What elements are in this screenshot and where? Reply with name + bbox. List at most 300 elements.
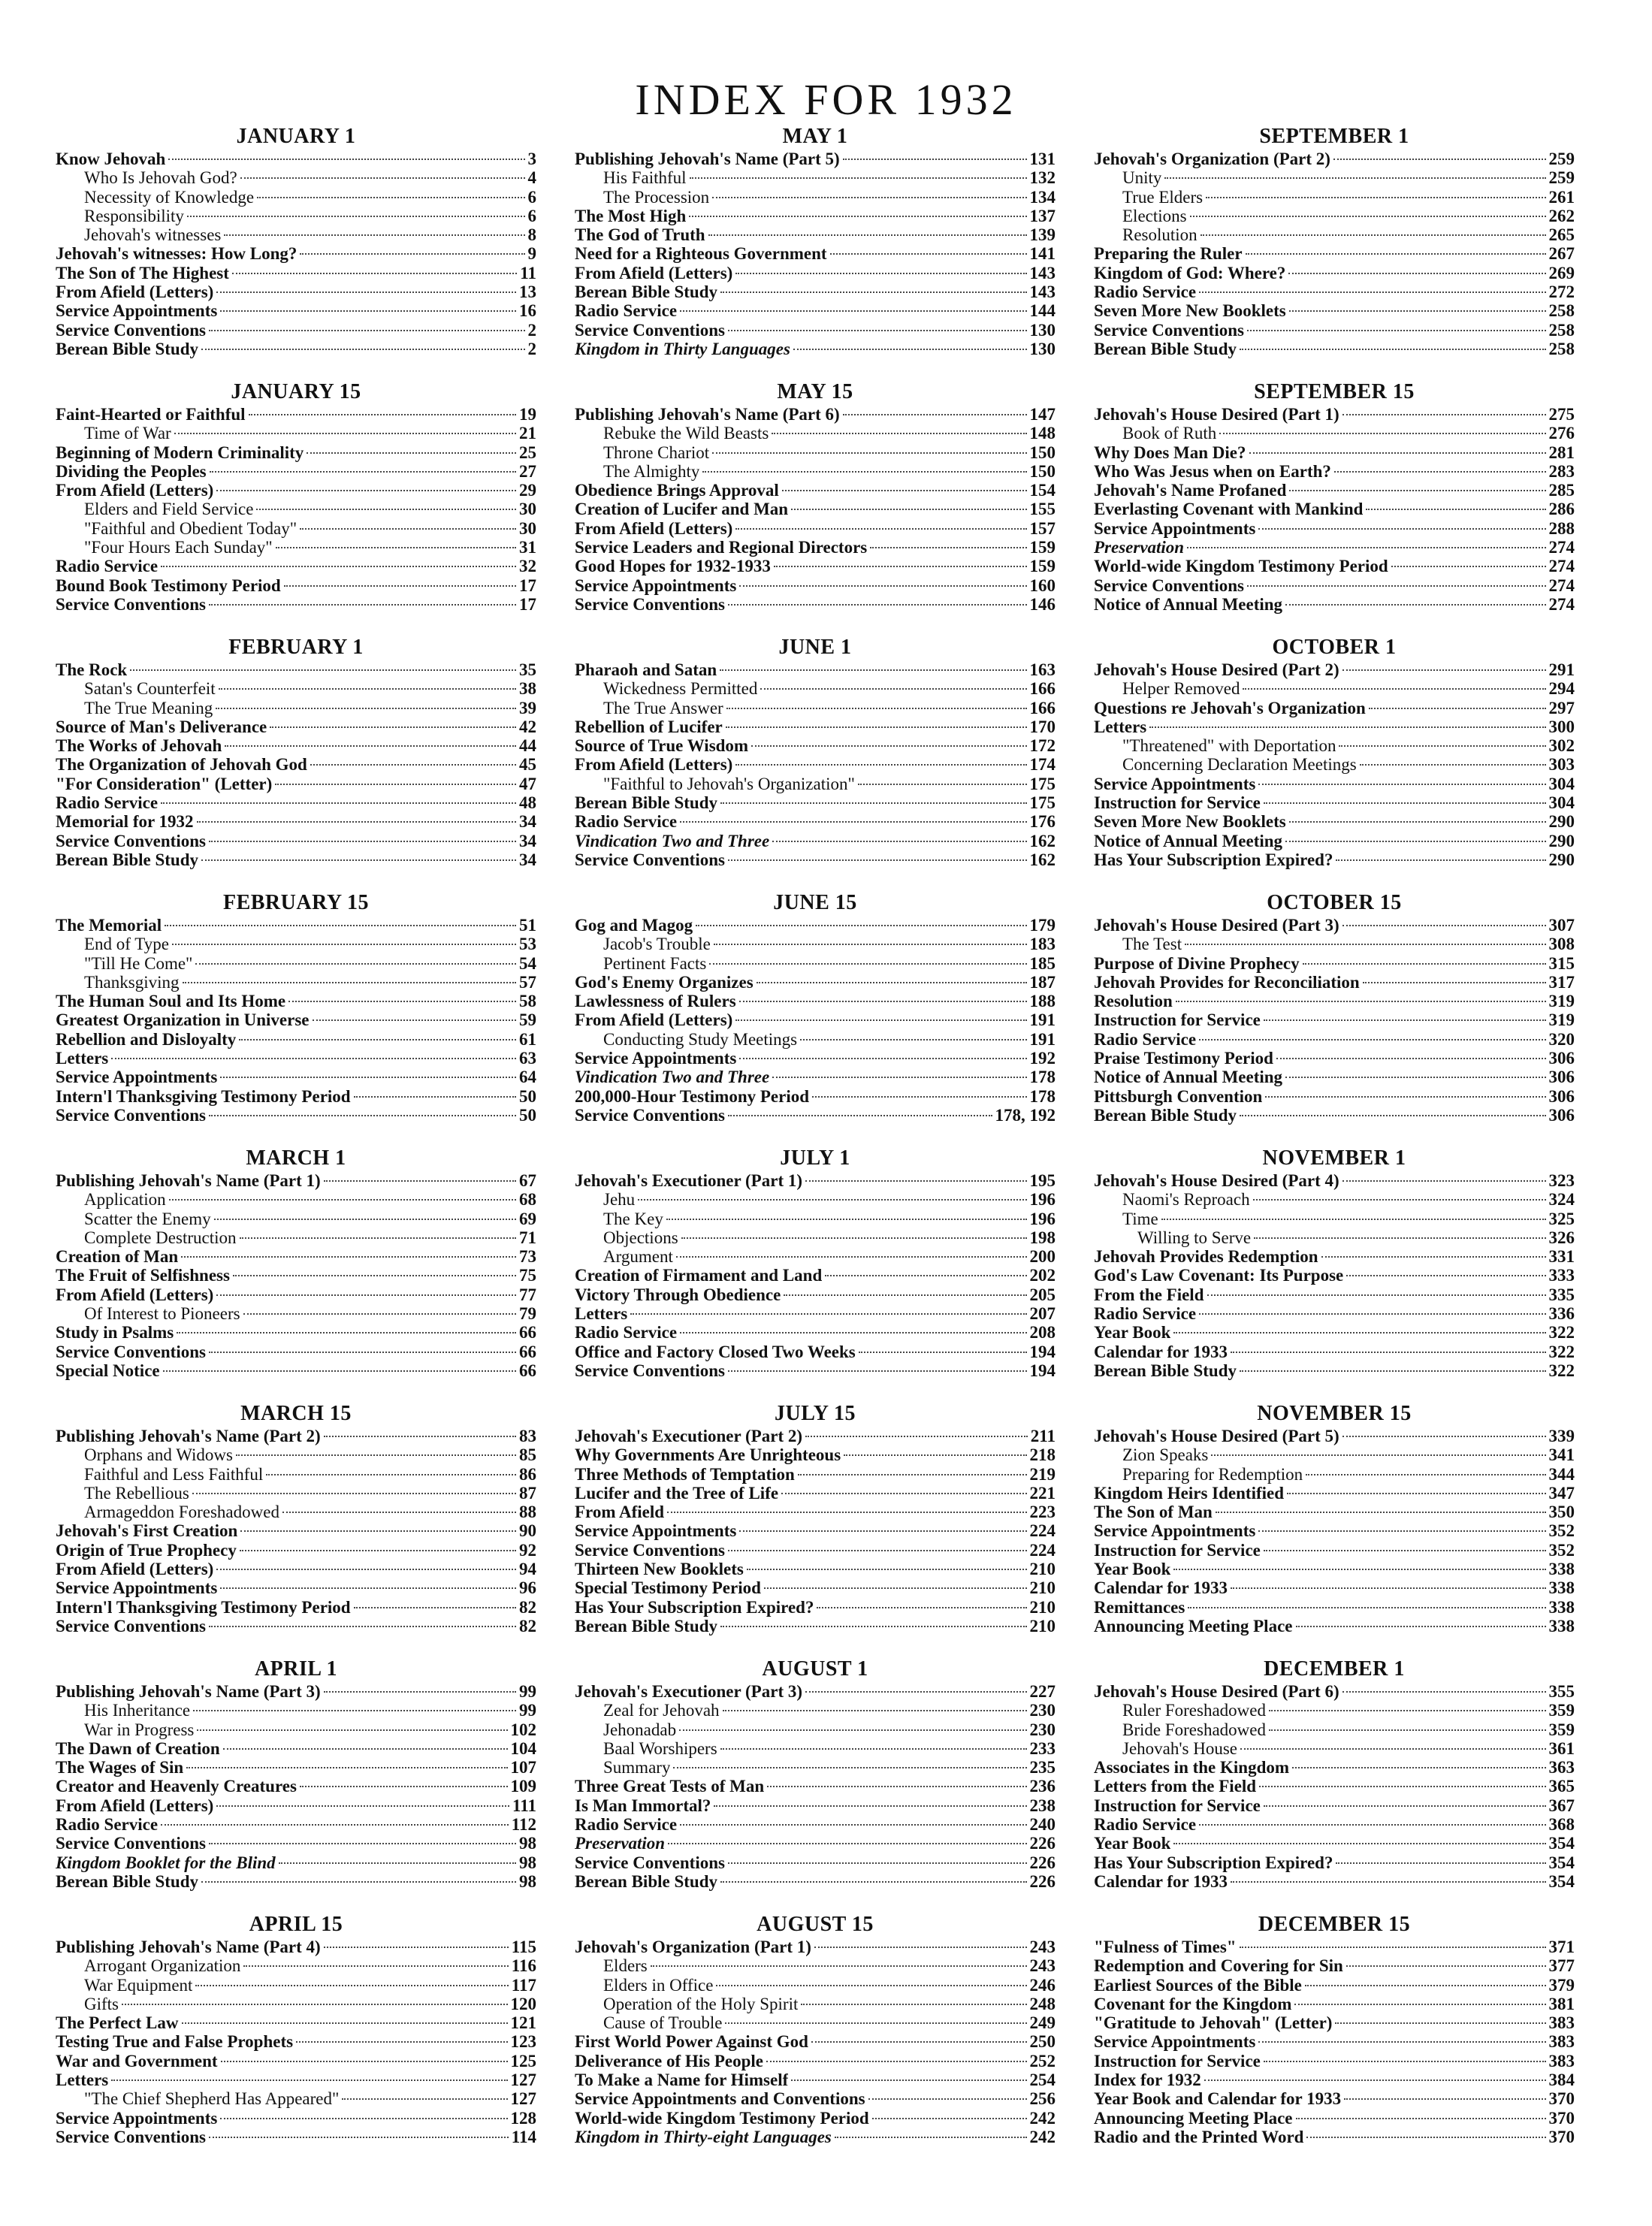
entry-title: The Almighty: [603, 461, 700, 481]
entry-title: Three Great Tests of Man: [575, 1777, 765, 1796]
index-entry: [575, 1427, 1056, 1445]
dot-leader: [163, 1370, 516, 1372]
dot-leader: [676, 1256, 1027, 1258]
entry-title: Year Book: [1094, 1560, 1171, 1579]
index-entry: [575, 340, 1056, 358]
page-number: 265: [1548, 225, 1575, 245]
index-entry: [575, 519, 1056, 538]
page-number: 183: [1029, 935, 1056, 954]
index-entry: [1094, 1465, 1575, 1484]
index-entry: [575, 576, 1056, 595]
dot-leader: [1346, 1275, 1545, 1276]
dot-leader: [1294, 2004, 1545, 2005]
dot-leader: [209, 330, 525, 331]
index-entry: [1094, 1323, 1575, 1342]
index-entry: [1094, 717, 1575, 736]
dot-leader: [1335, 2022, 1545, 2024]
entry-title: 200,000-Hour Testimony Period: [575, 1086, 810, 1106]
index-entry: [1094, 1682, 1575, 1701]
page-number: 300: [1548, 717, 1575, 736]
entry-title: Elders and Field Service: [84, 500, 254, 519]
index-entry: [575, 2052, 1056, 2070]
section-heading: OCTOBER 15: [1267, 891, 1402, 914]
page-number: 221: [1029, 1483, 1056, 1503]
page-number: 141: [1029, 244, 1056, 264]
index-entry: [56, 1087, 536, 1106]
page-number: 371: [1548, 1938, 1575, 1956]
entry-title: The Dawn of Creation: [56, 1738, 220, 1758]
section-heading: SEPTEMBER 1: [1259, 125, 1409, 148]
dot-leader: [680, 310, 1026, 312]
dot-leader: [844, 1454, 1026, 1456]
dot-leader: [739, 585, 1026, 587]
page-number: 25: [519, 442, 536, 462]
entry-title: "Faithful and Obedient Today": [84, 518, 297, 538]
dot-leader: [270, 726, 516, 728]
page-number: 370: [1548, 2127, 1575, 2146]
page-number: 146: [1029, 594, 1056, 614]
page-number: 258: [1548, 301, 1575, 321]
index-entry: [56, 717, 536, 736]
section-heading: DECEMBER 15: [1258, 1913, 1411, 1936]
index-entry: [1094, 188, 1575, 207]
index-entry: [1094, 225, 1575, 244]
index-entry: [575, 679, 1056, 698]
entry-title: Naomi's Reproach: [1122, 1190, 1250, 1210]
entry-title: Lawlessness of Rulers: [575, 992, 736, 1011]
index-entry: [56, 1521, 536, 1540]
dot-leader: [1199, 1313, 1545, 1315]
entry-title: Why Does Man Die?: [1094, 442, 1246, 462]
entry-title: From Afield (Letters): [56, 481, 214, 500]
page-number: 202: [1029, 1266, 1056, 1285]
index-entry: [575, 717, 1056, 736]
dot-leader: [209, 1626, 516, 1627]
dot-leader: [870, 547, 1026, 548]
dot-leader: [1188, 1607, 1545, 1608]
page-number: 130: [1029, 320, 1056, 340]
index-entry: [56, 188, 536, 207]
dot-leader: [256, 509, 516, 510]
index-entry: [56, 225, 536, 244]
page-number: 258: [1548, 339, 1575, 358]
dot-leader: [220, 2118, 507, 2119]
dot-leader: [220, 1587, 516, 1589]
page-number: 175: [1029, 793, 1056, 813]
index-entry: [56, 1578, 536, 1597]
entry-title: Service Conventions: [575, 1105, 725, 1125]
page-number: 88: [519, 1503, 536, 1522]
dot-leader: [1258, 1530, 1545, 1532]
page-number: 274: [1548, 594, 1575, 614]
entry-title: Baal Worshipers: [603, 1738, 717, 1758]
page-number: 47: [519, 774, 536, 793]
dot-leader: [858, 784, 1027, 785]
entry-title: Notice of Annual Meeting: [1094, 594, 1283, 614]
dot-leader: [1289, 310, 1546, 312]
index-entry: [1094, 1106, 1575, 1125]
dot-leader: [714, 1805, 1026, 1807]
index-entry: [1094, 679, 1575, 698]
dot-leader: [728, 604, 1027, 606]
page-number: 194: [1029, 1361, 1056, 1380]
page-number: 32: [519, 557, 536, 576]
page-number: 195: [1029, 1171, 1056, 1190]
index-section: [56, 1656, 536, 1911]
index-entry: [1094, 1361, 1575, 1380]
index-entry: [575, 775, 1056, 793]
dot-leader: [183, 982, 517, 983]
dot-leader: [174, 433, 516, 434]
page-title: INDEX FOR 1932: [635, 74, 1017, 124]
page-number: 248: [1029, 1994, 1056, 2013]
entry-title: "For Consideration" (Letter): [56, 774, 273, 793]
dot-leader: [1176, 1001, 1546, 1002]
index-entry: [575, 973, 1056, 992]
index-entry: [575, 595, 1056, 614]
page-number: 61: [519, 1029, 536, 1049]
index-entry: [575, 736, 1056, 755]
dot-leader: [288, 1001, 516, 1002]
page-number: 71: [519, 1228, 536, 1247]
page-number: 290: [1548, 850, 1575, 869]
index-entry: [1094, 1834, 1575, 1853]
dot-leader: [313, 1019, 517, 1021]
index-entry: [56, 916, 536, 935]
section-heading: JANUARY 1: [236, 125, 356, 148]
index-entry: [56, 301, 536, 320]
index-entry: [575, 1701, 1056, 1720]
index-entry: [575, 1361, 1056, 1380]
dot-leader: [324, 1180, 516, 1182]
page-number: 148: [1029, 424, 1056, 443]
entry-title: Beginning of Modern Criminality: [56, 442, 304, 462]
dot-leader: [800, 1039, 1026, 1041]
entry-title: Who Is Jehovah God?: [84, 168, 237, 188]
index-entry: [575, 207, 1056, 225]
index-entry: [56, 282, 536, 301]
entry-title: His Inheritance: [84, 1701, 191, 1720]
dot-leader: [728, 1862, 1027, 1864]
index-entry: [575, 2128, 1056, 2146]
entry-title: Book of Ruth: [1122, 424, 1217, 443]
dot-leader: [772, 433, 1026, 434]
index-entry: [1094, 2013, 1575, 2032]
entry-title: Service Conventions: [56, 1616, 206, 1636]
dot-leader: [224, 234, 524, 236]
page-number: 352: [1548, 1521, 1575, 1541]
index-entry: [575, 1938, 1056, 1956]
page-number: 254: [1029, 2070, 1056, 2090]
index-section: [575, 1400, 1056, 1656]
page-number: 157: [1029, 518, 1056, 538]
dot-leader: [720, 1748, 1027, 1750]
dot-leader: [300, 253, 524, 255]
dot-leader: [712, 197, 1026, 198]
page-number: 170: [1029, 717, 1056, 736]
entry-title: Conducting Study Meetings: [603, 1029, 798, 1049]
dot-leader: [342, 2098, 507, 2100]
page-number: 322: [1548, 1342, 1575, 1361]
page-number: 291: [1548, 660, 1575, 679]
dot-leader: [1269, 1710, 1546, 1711]
page-number: 194: [1029, 1342, 1056, 1361]
page-number: 13: [519, 282, 536, 302]
dot-leader: [1269, 1729, 1546, 1731]
entry-title: Instruction for Service: [1094, 793, 1261, 813]
dot-leader: [1258, 528, 1545, 530]
index-section: [1094, 1145, 1575, 1400]
dot-leader: [630, 1313, 1026, 1315]
index-entry: [1094, 1228, 1575, 1247]
entry-title: Berean Bible Study: [56, 850, 198, 869]
page-number: 211: [1030, 1427, 1056, 1445]
index-entry: [56, 1247, 536, 1266]
dot-leader: [735, 528, 1026, 530]
entry-title: Who Was Jesus when on Earth?: [1094, 461, 1331, 481]
page-number: 42: [519, 717, 536, 736]
index-entry: [1094, 1541, 1575, 1560]
entry-title: Calendar for 1933: [1094, 1871, 1228, 1891]
dot-leader: [720, 1881, 1027, 1883]
page-number: 324: [1548, 1190, 1575, 1210]
dot-leader: [219, 688, 516, 690]
entry-title: Service Conventions: [56, 594, 206, 614]
index-entry: [56, 1427, 536, 1445]
entry-title: Service Appointments: [56, 1068, 218, 1087]
index-section: [575, 1656, 1056, 1911]
index-section: [1094, 379, 1575, 634]
entry-title: "Fulness of Times": [1094, 1938, 1237, 1956]
dot-leader: [1247, 330, 1546, 331]
entry-title: Berean Bible Study: [575, 282, 717, 302]
page-number: 98: [519, 1871, 536, 1891]
page-number: 288: [1548, 518, 1575, 538]
index-entry: [56, 1872, 536, 1891]
page-number: 53: [519, 935, 536, 954]
index-section: [56, 379, 536, 634]
dot-leader: [830, 253, 1027, 255]
entry-title: Service Conventions: [575, 1540, 725, 1560]
entry-title: The Son of The Highest: [56, 263, 229, 282]
page-number: 38: [519, 679, 536, 699]
page-number: 196: [1029, 1190, 1056, 1210]
page-number: 210: [1029, 1597, 1056, 1617]
index-entry: [1094, 1739, 1575, 1758]
entry-title: Jehovah's Executioner (Part 2): [575, 1427, 803, 1445]
dot-leader: [1199, 1039, 1545, 1041]
index-entry: [56, 557, 536, 575]
index-column-2: [575, 123, 1056, 2167]
page-number: 115: [511, 1938, 536, 1956]
index-entry: [575, 1323, 1056, 1342]
index-entry: [1094, 1087, 1575, 1106]
dot-leader: [1366, 509, 1545, 510]
page-number: 19: [519, 405, 536, 424]
page-number: 66: [519, 1323, 536, 1343]
entry-title: Intern'l Thanksgiving Testimony Period: [56, 1597, 351, 1617]
index-entry: [575, 1796, 1056, 1815]
page-number: 283: [1548, 461, 1575, 481]
dot-leader: [781, 1493, 1026, 1494]
entry-title: "Faithful to Jehovah's Organization": [603, 774, 855, 793]
page-number: 242: [1029, 2127, 1056, 2146]
dot-leader: [1264, 1019, 1546, 1021]
entry-title: Radio Service: [56, 1815, 159, 1835]
entry-title: Good Hopes for 1932-1933: [575, 557, 771, 576]
entry-title: Jehonadab: [603, 1720, 677, 1739]
index-entry: [56, 973, 536, 992]
section-heading: JUNE 1: [778, 636, 852, 659]
entry-title: Radio Service: [575, 1323, 678, 1343]
dot-leader: [209, 841, 516, 842]
dot-leader: [1264, 2061, 1546, 2062]
page-number: 384: [1548, 2070, 1575, 2090]
dot-leader: [266, 1474, 516, 1475]
index-entry: [56, 1190, 536, 1209]
entry-title: From Afield (Letters): [575, 755, 733, 775]
page-number: 139: [1029, 225, 1056, 245]
index-entry: [56, 1995, 536, 2013]
index-section: [575, 123, 1056, 379]
page-number: 325: [1548, 1209, 1575, 1228]
section-heading: FEBRUARY 15: [222, 891, 370, 914]
page-number: 331: [1548, 1247, 1575, 1267]
page-number: 159: [1029, 538, 1056, 557]
entry-title: Source of True Wisdom: [575, 736, 749, 756]
page-number: 192: [1029, 1049, 1056, 1068]
page-number: 224: [1029, 1540, 1056, 1560]
entry-title: The True Meaning: [84, 698, 213, 717]
entry-title: Radio Service: [56, 793, 159, 813]
dot-leader: [182, 2022, 508, 2024]
dot-leader: [239, 1039, 516, 1041]
index-entry: [56, 538, 536, 557]
page-number: 333: [1548, 1266, 1575, 1285]
dot-leader: [193, 1710, 516, 1711]
page-number: 67: [519, 1171, 536, 1190]
dot-leader: [739, 1058, 1026, 1059]
page-number: 109: [510, 1777, 536, 1796]
entry-title: Origin of True Prophecy: [56, 1540, 237, 1560]
page-number: 272: [1548, 282, 1575, 302]
index-entry: [56, 954, 536, 973]
entry-title: Kingdom Heirs Identified: [1094, 1483, 1285, 1503]
index-section: [56, 1911, 536, 2167]
entry-title: The Most High: [575, 206, 687, 225]
index-entry: [56, 1445, 536, 1464]
entry-title: Memorial for 1932: [56, 812, 194, 832]
entry-title: War and Government: [56, 2051, 218, 2070]
dot-leader: [1346, 1965, 1546, 1967]
page-number: 361: [1548, 1738, 1575, 1758]
index-entry: [56, 935, 536, 953]
index-entry: [1094, 812, 1575, 831]
entry-title: Kingdom Booklet for the Blind: [56, 1853, 276, 1872]
entry-title: Instruction for Service: [1094, 1010, 1261, 1030]
dot-leader: [221, 2061, 508, 2062]
index-section: [575, 379, 1056, 634]
dot-leader: [1185, 944, 1545, 945]
index-entry: [56, 321, 536, 340]
dot-leader: [782, 490, 1027, 491]
entry-title: Jehovah's First Creation: [56, 1521, 238, 1541]
entry-title: Jehovah's Name Profaned: [1094, 481, 1287, 500]
index-entry: [575, 1106, 1056, 1125]
page-number: 17: [519, 575, 536, 595]
index-entry: [56, 500, 536, 518]
index-entry: [56, 775, 536, 793]
page-number: 307: [1548, 916, 1575, 935]
dot-leader: [169, 1199, 516, 1201]
page-number: 262: [1548, 206, 1575, 225]
dot-leader: [122, 2004, 508, 2005]
entry-title: Jehovah's House Desired (Part 2): [1094, 660, 1339, 679]
entry-title: Of Interest to Pioneers: [84, 1304, 240, 1324]
dot-leader: [310, 764, 516, 766]
entry-title: The Procession: [603, 187, 710, 207]
index-entry: [56, 660, 536, 679]
index-entry: [575, 1872, 1056, 1891]
index-entry: [1094, 1503, 1575, 1521]
entry-title: Jehovah's House Desired (Part 4): [1094, 1171, 1339, 1190]
index-entry: [1094, 538, 1575, 557]
dot-leader: [801, 2004, 1026, 2005]
index-entry: [56, 1210, 536, 1228]
dot-leader: [249, 414, 516, 415]
index-entry: [1094, 699, 1575, 717]
index-entry: [1094, 916, 1575, 935]
dot-leader: [1342, 1436, 1546, 1437]
index-entry: [575, 1266, 1056, 1285]
index-entry: [56, 1682, 536, 1701]
dot-leader: [1339, 745, 1545, 747]
dot-leader: [195, 1985, 508, 1986]
entry-title: Has Your Subscription Expired?: [1094, 850, 1333, 869]
page-number: 79: [519, 1304, 536, 1324]
index-entry: [56, 2013, 536, 2032]
dot-leader: [1289, 821, 1546, 823]
dot-leader: [279, 1862, 516, 1864]
index-entry: [56, 1106, 536, 1125]
page-number: 176: [1029, 812, 1056, 832]
dot-leader: [793, 349, 1027, 350]
page-number: 236: [1029, 1777, 1056, 1796]
index-section: [575, 889, 1056, 1145]
entry-title: Study in Psalms: [56, 1323, 174, 1343]
page-number: 281: [1548, 442, 1575, 462]
index-section: [56, 889, 536, 1145]
entry-title: Associates in the Kingdom: [1094, 1758, 1290, 1777]
entry-title: Announcing Meeting Place: [1094, 2108, 1293, 2128]
dot-leader: [161, 566, 516, 567]
entry-title: From Afield (Letters): [56, 1796, 214, 1815]
dot-leader: [240, 1530, 516, 1532]
entry-title: Creation of Firmament and Land: [575, 1266, 823, 1285]
page-number: 123: [510, 2032, 536, 2052]
page-number: 16: [519, 301, 536, 321]
entry-title: Publishing Jehovah's Name (Part 6): [575, 405, 840, 424]
dot-leader: [209, 1352, 516, 1353]
page-number: 259: [1548, 150, 1575, 168]
index-entry: [1094, 1976, 1575, 1995]
page-number: 44: [519, 736, 536, 756]
page-number: 226: [1029, 1834, 1056, 1853]
page-number: 50: [519, 1086, 536, 1106]
dot-leader: [720, 291, 1027, 293]
index-entry: [1094, 1758, 1575, 1777]
entry-title: Service Conventions: [56, 320, 206, 340]
